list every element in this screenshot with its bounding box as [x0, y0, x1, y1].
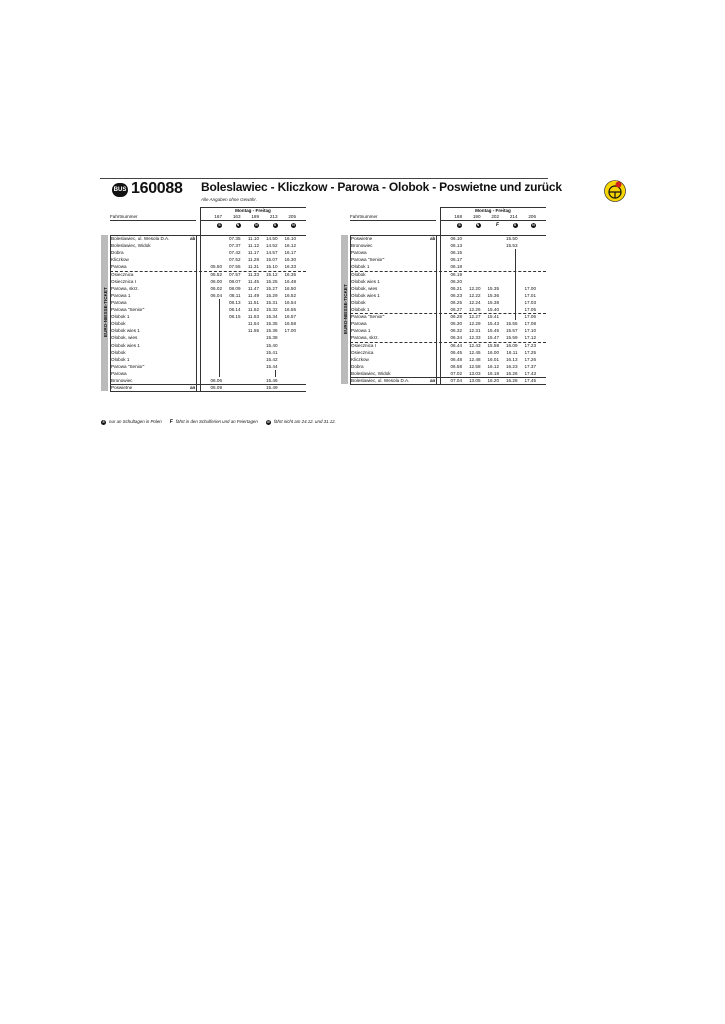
- time-cell: 17.37: [524, 363, 536, 369]
- time-cell: 12.27: [469, 314, 481, 320]
- time-cell: 15.58: [487, 342, 499, 348]
- time-cell: 08.15: [229, 314, 241, 320]
- time-cell: 15.35: [487, 285, 499, 291]
- time-cell: 15.40: [266, 342, 278, 348]
- stop-name: Olobok, wies: [111, 335, 138, 341]
- time-cell: 07.02: [450, 370, 462, 376]
- time-cell: 15.32: [266, 307, 278, 312]
- not-holidays-symbol-icon: N: [532, 223, 535, 227]
- stop-name: Parowa 1: [351, 328, 371, 334]
- stop-name: Parowa "Senior": [351, 314, 385, 320]
- not-holidays-symbol-icon: N: [292, 223, 295, 227]
- stop-column-border: [350, 235, 351, 384]
- stop-name: Kliczkow: [351, 356, 369, 362]
- time-cell: 06.04: [210, 292, 222, 298]
- time-cell: 16.20: [487, 378, 499, 383]
- time-cell: 06.32: [450, 328, 462, 334]
- time-cell: 14.57: [266, 250, 278, 256]
- time-cell: 17.26: [524, 356, 536, 362]
- stop-name: Parowa: [351, 321, 367, 327]
- departure-marker: ab: [430, 236, 436, 241]
- trip-symbol: [243, 221, 259, 228]
- operator-logo-icon: [604, 180, 626, 202]
- stop-name: Dobra: [111, 250, 124, 256]
- time-cell: 17.45: [524, 378, 536, 383]
- not-holidays-symbol-icon: N: [255, 223, 258, 227]
- time-cell: 11.51: [247, 299, 259, 305]
- stop-name: Olobok wies 1: [111, 328, 140, 334]
- time-cell: 17.00: [524, 285, 536, 291]
- footnote-item: [170, 419, 258, 424]
- stop-name: Olobok 1: [111, 314, 130, 320]
- trip-symbol: [262, 221, 278, 228]
- trip-number: 205: [288, 214, 296, 219]
- time-cell: 17.23: [524, 342, 536, 348]
- time-cell: 07.52: [229, 257, 241, 263]
- time-cell: 15.12: [266, 271, 278, 277]
- time-cell: 15.47: [487, 335, 499, 341]
- stop-name: Parowa, skrz.: [351, 335, 379, 341]
- times-column-border: [196, 235, 197, 391]
- time-cell: 16.54: [284, 299, 296, 305]
- time-cell: 07.37: [229, 243, 241, 249]
- departure-marker: ab: [190, 236, 196, 241]
- time-cell: 15.36: [487, 292, 499, 298]
- stop-name: Boleslawiec, ul. Wesola D.A.: [351, 378, 410, 383]
- time-cell: 15.57: [506, 328, 518, 334]
- time-cell: 16.10: [284, 236, 296, 241]
- time-cell: 06.06: [210, 378, 222, 383]
- stop-name: Parowa, skrz.: [111, 285, 139, 291]
- time-cell: 16.58: [284, 321, 296, 327]
- stop-name: Boleslawiec, Widok: [351, 370, 391, 376]
- trip-symbol: [520, 221, 536, 228]
- fahrtnummer-label: Fahrtnummer: [350, 214, 378, 219]
- time-cell: 11.17: [247, 250, 259, 256]
- route-title: Boleslawiec - Kliczkow - Parowa - Olobok - Poswietne und zurück: [201, 180, 562, 194]
- trip-symbol: [446, 221, 462, 228]
- time-cell: 12.20: [469, 285, 481, 291]
- time-cell: 17.06: [524, 314, 536, 320]
- time-cell: 16.00: [487, 349, 499, 355]
- days-label: Montag - Freitag: [235, 208, 271, 213]
- trip-number: 206: [528, 214, 536, 219]
- stop-name: Parowa "Senior": [111, 363, 145, 369]
- time-cell: 15.41: [487, 314, 499, 320]
- time-cell: 08.09: [229, 285, 241, 291]
- ticket-band-label: EURO-NEISSE-TICKET: [342, 283, 348, 334]
- time-cell: 17.01: [524, 292, 536, 298]
- time-cell: 12.22: [469, 292, 481, 298]
- trip-symbol: [483, 221, 499, 229]
- ferien-symbol-icon: F: [169, 419, 173, 425]
- ticket-band-label: EURO-NEISSE-TICKET: [102, 287, 108, 338]
- time-cell: 14.52: [266, 243, 278, 249]
- stop-name: Olobok: [111, 349, 126, 355]
- time-cell: 06.45: [450, 349, 462, 355]
- pass-through-line: [515, 249, 516, 320]
- trip-symbol: [206, 221, 222, 228]
- time-cell: 17.25: [524, 349, 536, 355]
- stop-name: Dobra: [351, 363, 364, 369]
- time-cell: 11.10: [247, 236, 259, 241]
- time-cell: 15.53: [506, 243, 518, 249]
- schooldays-symbol-icon: S: [102, 420, 105, 424]
- time-cell: 16.35: [284, 271, 296, 277]
- time-cell: 16.28: [506, 378, 518, 383]
- not-holidays-symbol-icon: N: [267, 420, 270, 424]
- time-cell: 06.13: [450, 243, 462, 249]
- time-cell: 12.29: [469, 321, 481, 327]
- pass-through-line: [219, 299, 220, 377]
- time-cell: 17.43: [524, 370, 536, 376]
- stop-name: Parowa: [111, 370, 127, 376]
- time-cell: 16.26: [506, 370, 518, 376]
- time-cell: 17.03: [524, 299, 536, 305]
- time-cell: 15.29: [266, 292, 278, 298]
- time-cell: 11.33: [247, 271, 259, 277]
- time-cell: 06.58: [450, 363, 462, 369]
- not-holidays-symbol-icon: N: [476, 223, 480, 227]
- trip-number: 163: [232, 214, 241, 219]
- time-cell: 15.10: [266, 264, 278, 270]
- time-cell: 16.52: [284, 292, 296, 298]
- stop-name: Olobok: [351, 299, 366, 305]
- time-cell: 11.55: [247, 328, 259, 334]
- header-rule: [100, 178, 548, 179]
- stop-name: Olobok wies 1: [351, 278, 380, 284]
- schooldays-symbol-icon: S: [218, 223, 221, 227]
- time-cell: 11.53: [247, 314, 259, 320]
- time-cell: 08.11: [229, 292, 241, 298]
- time-cell: 15.41: [266, 349, 278, 355]
- bus-icon: BUS: [112, 183, 128, 197]
- time-cell: 07.57: [229, 271, 241, 277]
- time-cell: 16.09: [506, 342, 518, 348]
- time-cell: 16.23: [506, 363, 518, 369]
- time-cell: 17.10: [524, 328, 536, 334]
- time-cell: 12.43: [469, 342, 481, 348]
- time-cell: 15.49: [266, 385, 278, 391]
- stop-name: Osiecznica I: [351, 342, 377, 348]
- time-cell: 15.44: [266, 363, 278, 369]
- not-holidays-symbol-icon: N: [236, 223, 240, 227]
- time-cell: 12.48: [469, 356, 481, 362]
- stop-name: Osiecznica I: [111, 278, 137, 284]
- times-column-border: [436, 235, 437, 384]
- time-cell: 13.05: [469, 378, 481, 383]
- time-cell: 17.05: [524, 307, 536, 312]
- time-cell: 16.50: [284, 285, 296, 291]
- trip-symbol: [225, 221, 241, 228]
- time-cell: 12.58: [469, 363, 481, 369]
- time-cell: 17.08: [524, 321, 536, 327]
- stop-name: Osiecznica: [111, 271, 134, 277]
- table-end-rule: [110, 391, 306, 392]
- time-cell: 16.55: [284, 307, 296, 312]
- trip-number: 189: [251, 214, 259, 219]
- schooldays-symbol-icon: S: [513, 223, 517, 227]
- trip-number: 190: [472, 214, 481, 219]
- schooldays-symbol-icon: S: [458, 223, 461, 227]
- time-cell: 11.49: [247, 292, 259, 298]
- time-cell: 07.04: [450, 378, 462, 383]
- time-cell: 16.48: [284, 278, 296, 284]
- time-cell: 14.50: [266, 236, 278, 241]
- time-cell: 15.31: [266, 299, 278, 305]
- time-cell: 08.13: [229, 299, 241, 305]
- time-cell: 06.17: [450, 257, 462, 263]
- stop-name: Olobok wies 1: [351, 292, 380, 298]
- time-cell: 06.21: [450, 285, 462, 291]
- time-cell: 15.59: [506, 335, 518, 341]
- footnote-text: nur an Schultagen in Polen: [109, 419, 162, 424]
- fahrtnummer-rule: [110, 220, 196, 221]
- time-cell: 16.12: [487, 363, 499, 369]
- stop-name: Poswietne: [351, 236, 373, 241]
- time-cell: 16.13: [506, 356, 518, 362]
- time-cell: 16.01: [487, 356, 499, 362]
- trip-number: 213: [269, 214, 278, 219]
- time-cell: 12.45: [469, 349, 481, 355]
- time-cell: 06.10: [450, 236, 462, 241]
- days-label: Montag - Freitag: [475, 208, 511, 213]
- arrival-marker: an: [430, 378, 436, 383]
- time-cell: 15.40: [487, 307, 499, 312]
- times-column-border: [440, 207, 441, 384]
- time-cell: 16.18: [487, 370, 499, 376]
- route-number: 160088: [131, 180, 183, 197]
- time-cell: 11.47: [247, 285, 259, 291]
- trip-symbol: [465, 221, 481, 228]
- footnote-text: fährt nicht am 24.12. und 31.12.: [273, 419, 336, 424]
- time-cell: 15.42: [266, 356, 278, 362]
- disclaimer-note: Alle Angaben ohne Gewähr.: [201, 197, 257, 202]
- stop-name: Parowa: [351, 250, 367, 256]
- time-cell: 15.38: [266, 335, 278, 341]
- stop-name: Parowa 1: [111, 292, 131, 298]
- time-cell: 13.03: [469, 370, 481, 376]
- time-cell: 12.26: [469, 307, 481, 312]
- stop-name: Parowa "Senior": [351, 257, 385, 263]
- table-end-rule: [350, 384, 546, 385]
- stop-name: Boleslawiec, ul. Wesola D.A.: [111, 236, 170, 241]
- time-cell: 15.43: [487, 321, 499, 327]
- time-cell: 16.11: [506, 349, 518, 355]
- schooldays-symbol-icon: S: [273, 223, 277, 227]
- time-cell: 08.07: [229, 278, 241, 284]
- footnote-text: fährt in den Schulferien und an Feiertagen: [175, 419, 258, 424]
- time-cell: 15.36: [266, 328, 278, 334]
- time-cell: 06.18: [450, 264, 462, 270]
- stop-name: Poswietne: [111, 385, 133, 391]
- stop-name: Osiecznica: [351, 349, 374, 355]
- stop-name: Kliczkow: [111, 257, 129, 263]
- time-cell: 15.27: [266, 285, 278, 291]
- time-cell: 12.31: [469, 328, 481, 334]
- footnote-legend: [101, 419, 344, 425]
- time-cell: 06.02: [210, 285, 222, 291]
- trip-number: 214: [509, 214, 518, 219]
- arrival-marker: an: [190, 385, 196, 391]
- time-cell: 16.33: [284, 264, 296, 270]
- stop-name: Parowa: [111, 264, 127, 270]
- time-cell: 11.54: [247, 321, 259, 327]
- time-cell: 07.42: [229, 250, 241, 256]
- time-cell: 12.24: [469, 299, 481, 305]
- trip-number: 168: [454, 214, 462, 219]
- time-cell: 11.52: [247, 307, 259, 312]
- time-cell: 07.35: [229, 236, 241, 241]
- stop-name: Olobok: [351, 271, 366, 277]
- trip-number: 167: [214, 214, 222, 219]
- pass-through-line: [275, 370, 276, 377]
- time-cell: 15.34: [266, 314, 278, 320]
- time-cell: 05.50: [210, 264, 222, 270]
- time-cell: 06.48: [450, 356, 462, 362]
- time-cell: 06.19: [450, 271, 462, 277]
- stop-name: Olobok 1: [351, 264, 370, 270]
- time-cell: 11.31: [247, 264, 259, 270]
- time-cell: 15.55: [506, 321, 518, 327]
- time-cell: 15.25: [266, 278, 278, 284]
- fahrtnummer-rule: [350, 220, 436, 221]
- time-cell: 06.34: [450, 335, 462, 341]
- time-cell: 15.45: [487, 328, 499, 334]
- stop-name: Olobok: [111, 321, 126, 327]
- trip-symbol: [280, 221, 296, 228]
- time-cell: 15.46: [266, 378, 278, 383]
- time-cell: 06.44: [450, 342, 462, 348]
- footnote-item: [101, 419, 162, 424]
- time-cell: 16.17: [284, 250, 296, 256]
- time-cell: 06.00: [210, 278, 222, 284]
- time-cell: 11.12: [247, 243, 259, 249]
- time-cell: 07.55: [229, 264, 241, 270]
- time-cell: 06.09: [210, 385, 222, 391]
- time-cell: 16.12: [284, 243, 296, 249]
- time-cell: 15.35: [266, 321, 278, 327]
- time-cell: 06.15: [450, 250, 462, 256]
- time-cell: 17.00: [284, 328, 296, 334]
- time-cell: 16.30: [284, 257, 296, 263]
- stop-name: Olobok wies 1: [111, 342, 140, 348]
- time-cell: 06.28: [450, 314, 462, 320]
- time-cell: 12.33: [469, 335, 481, 341]
- trip-number: 202: [491, 214, 499, 219]
- stop-name: Bronowiec: [351, 243, 373, 249]
- time-cell: 15.07: [266, 257, 278, 263]
- time-cell: 16.57: [284, 314, 296, 320]
- time-cell: 08.14: [229, 307, 241, 312]
- time-cell: 11.45: [247, 278, 259, 284]
- stop-name: Olobok 1: [111, 356, 130, 362]
- time-cell: 11.28: [247, 257, 259, 263]
- time-cell: 15.38: [487, 299, 499, 305]
- time-cell: 06.27: [450, 307, 462, 312]
- time-cell: 06.30: [450, 321, 462, 327]
- trip-symbol: [502, 221, 518, 228]
- time-cell: 05.52: [210, 271, 222, 277]
- footnote-item: [266, 419, 336, 424]
- time-cell: 17.12: [524, 335, 536, 341]
- stop-name: Boleslawiec, Widok: [111, 243, 151, 249]
- stop-name: Parowa "Senior": [111, 307, 145, 312]
- stop-name: Bronowiec: [111, 378, 133, 383]
- ferien-symbol-icon: F: [495, 222, 499, 228]
- stop-column-border: [110, 235, 111, 391]
- stop-name: Olobok 1: [351, 307, 370, 312]
- fahrtnummer-label: Fahrtnummer: [110, 214, 138, 219]
- time-cell: 15.50: [506, 236, 518, 241]
- stop-name: Parowa: [111, 299, 127, 305]
- stop-name: Olobok, wies: [351, 285, 378, 291]
- time-cell: 06.20: [450, 278, 462, 284]
- time-cell: 06.25: [450, 299, 462, 305]
- time-cell: 06.23: [450, 292, 462, 298]
